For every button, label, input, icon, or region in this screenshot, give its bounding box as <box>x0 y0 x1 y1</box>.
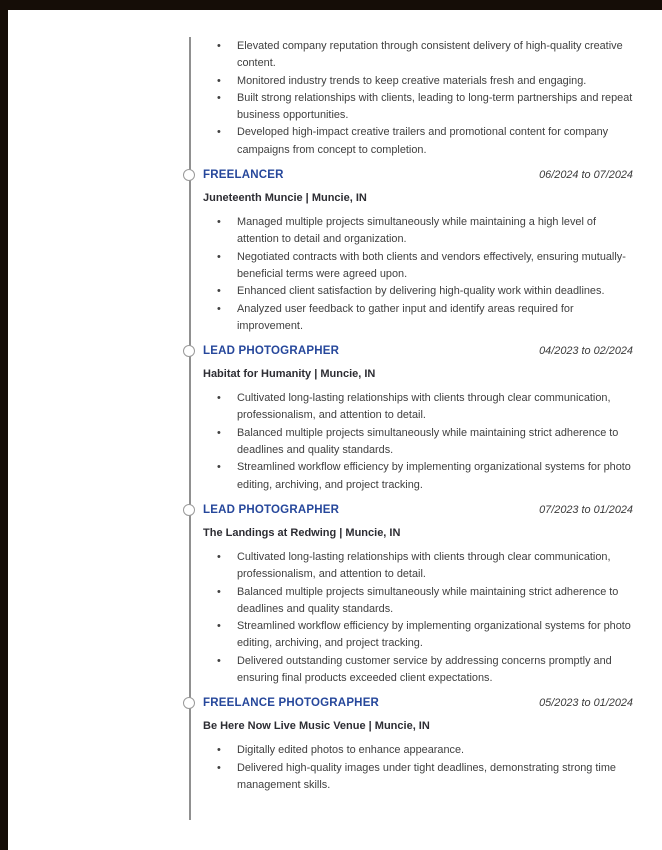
bullet-item: • Monitored industry trends to keep creative materials fresh and engaging. <box>203 73 633 90</box>
job-section <box>203 503 633 687</box>
job-section <box>203 344 633 494</box>
job-title: LEAD PHOTOGRAPHER <box>203 345 340 358</box>
bullet-item: • Digitally edited photos to enhance appearance. <box>203 742 633 759</box>
company-line: The Landings at Redwing | Muncie, IN <box>203 526 401 539</box>
bullet-list <box>203 549 633 687</box>
timeline-node-icon <box>183 504 195 516</box>
bullet-item: • Balanced multiple projects simultaneously while maintaining strict adherence to deadlines and quality standards. <box>203 584 633 619</box>
bullet-item: • Negotiated contracts with both clients and vendors effectively, ensuring mutually-beneficial terms were agreed upon. <box>203 249 633 284</box>
job-title: FREELANCE PHOTOGRAPHER <box>203 697 380 710</box>
job-section <box>203 38 633 159</box>
job-title: FREELANCER <box>203 169 284 182</box>
bullet-item: • Built strong relationships with clients, leading to long-term partnerships and repeat business opportunities. <box>203 90 633 125</box>
job-dates: 05/2023 to 01/2024 <box>539 697 633 710</box>
bullet-item: • Streamlined workflow efficiency by implementing organizational systems for photo editing, archiving, and project tracking. <box>203 459 633 494</box>
bullet-item: • Developed high-impact creative trailers and promotional content for company campaigns from concept to completion. <box>203 124 633 159</box>
timeline-node-icon <box>183 345 195 357</box>
bullet-item: • Delivered outstanding customer service by addressing concerns promptly and ensuring final products exceeded client expectations. <box>203 653 633 688</box>
job-section <box>203 168 633 335</box>
company-line: Habitat for Humanity | Muncie, IN <box>203 368 376 381</box>
bullet-item: • Analyzed user feedback to gather input and identify areas required for improvement. <box>203 301 633 336</box>
job-section <box>203 696 633 794</box>
timeline-node-icon <box>183 169 195 181</box>
experience-content <box>203 35 633 794</box>
bullet-item: • Elevated company reputation through consistent delivery of high-quality creative content. <box>203 38 633 73</box>
company-line: Juneteenth Muncie | Muncie, IN <box>203 192 367 205</box>
job-title: LEAD PHOTOGRAPHER <box>203 503 340 516</box>
bullet-item: • Managed multiple projects simultaneously while maintaining a high level of attention to detail and organization. <box>203 214 633 249</box>
job-header <box>203 344 633 358</box>
bullet-item: • Streamlined workflow efficiency by implementing organizational systems for photo editing, archiving, and project tracking. <box>203 618 633 653</box>
bullet-item: • Balanced multiple projects simultaneously while maintaining strict adherence to deadlines and quality standards. <box>203 425 633 460</box>
job-dates: 06/2024 to 07/2024 <box>539 169 633 182</box>
bullet-item: • Cultivated long-lasting relationships with clients through clear communication, professionalism, and attention to detail. <box>203 390 633 425</box>
job-dates: 07/2023 to 01/2024 <box>539 503 633 516</box>
bullet-list <box>203 742 633 794</box>
timeline-node-icon <box>183 697 195 709</box>
job-header <box>203 503 633 517</box>
bullet-list <box>203 38 633 159</box>
bullet-item: • Delivered high-quality images under tight deadlines, demonstrating strong time management skills. <box>203 760 633 795</box>
resume-page <box>8 10 662 850</box>
bullet-list <box>203 390 633 494</box>
bullet-list <box>203 214 633 335</box>
bullet-item: • Enhanced client satisfaction by delivering high-quality work within deadlines. <box>203 283 633 300</box>
bullet-item: • Cultivated long-lasting relationships with clients through clear communication, professionalism, and attention to detail. <box>203 549 633 584</box>
job-header <box>203 696 633 710</box>
job-dates: 04/2023 to 02/2024 <box>539 345 633 358</box>
company-line: Be Here Now Live Music Venue | Muncie, IN <box>203 720 430 733</box>
job-header <box>203 168 633 182</box>
